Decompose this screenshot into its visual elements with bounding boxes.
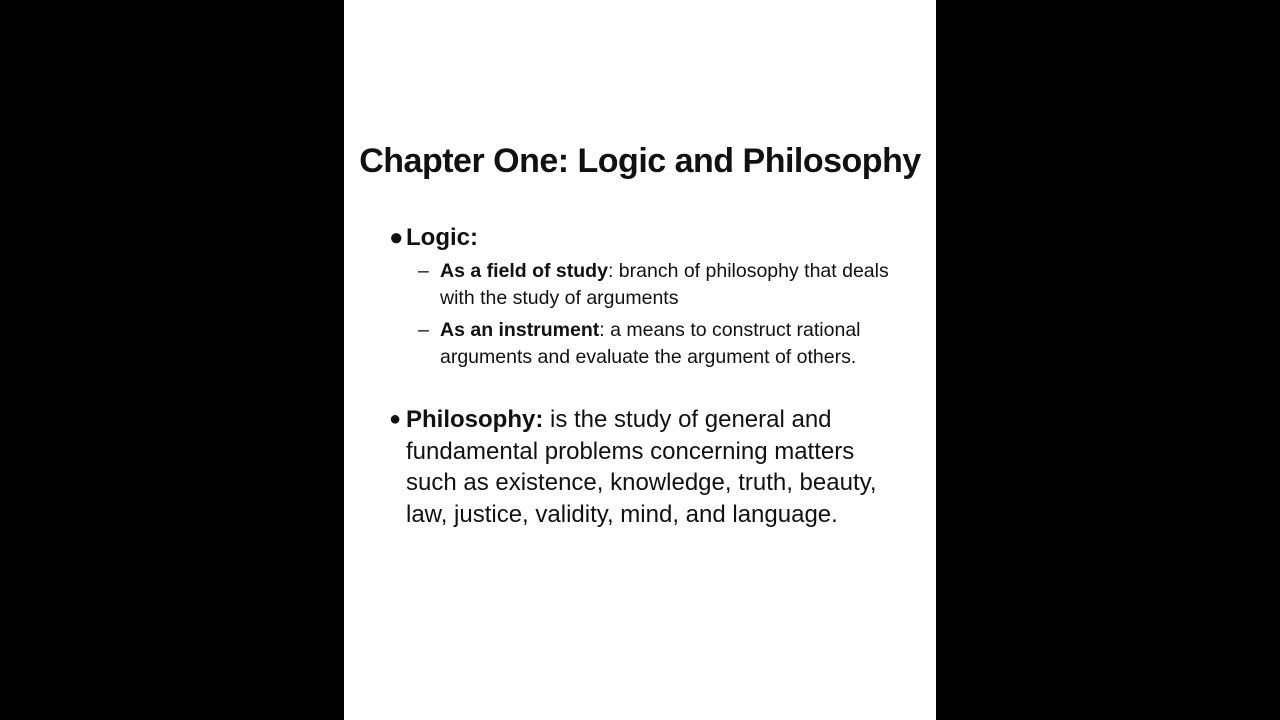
document-page [344,0,936,720]
bullet-dot-icon: ● [389,408,402,430]
logic-item-field-of-study [418,258,908,312]
item-definition: : a means to construct rational arguments and evaluate the argument of others. [440,319,861,368]
item-term: As an instrument [440,319,600,341]
bullet-philosophy [389,404,909,530]
philosophy-term: Philosophy: [406,406,544,433]
dash-icon: – [418,319,429,341]
bullet-dot-icon: ● [389,224,404,251]
philosophy-definition: is the study of general and fundamental problems concerning matters such as existence, knowledge, truth, beauty, law, justice, validity, mind, and language. [406,406,877,528]
page-title: Chapter One: Logic and Philosophy [359,142,921,180]
dash-icon: – [418,260,429,282]
item-definition: : branch of philosophy that deals with the study of arguments [440,260,889,309]
item-term: As a field of study [440,260,608,282]
bullet-logic [389,224,909,252]
logic-item-instrument [418,317,908,371]
logic-heading: Logic: [406,224,478,251]
